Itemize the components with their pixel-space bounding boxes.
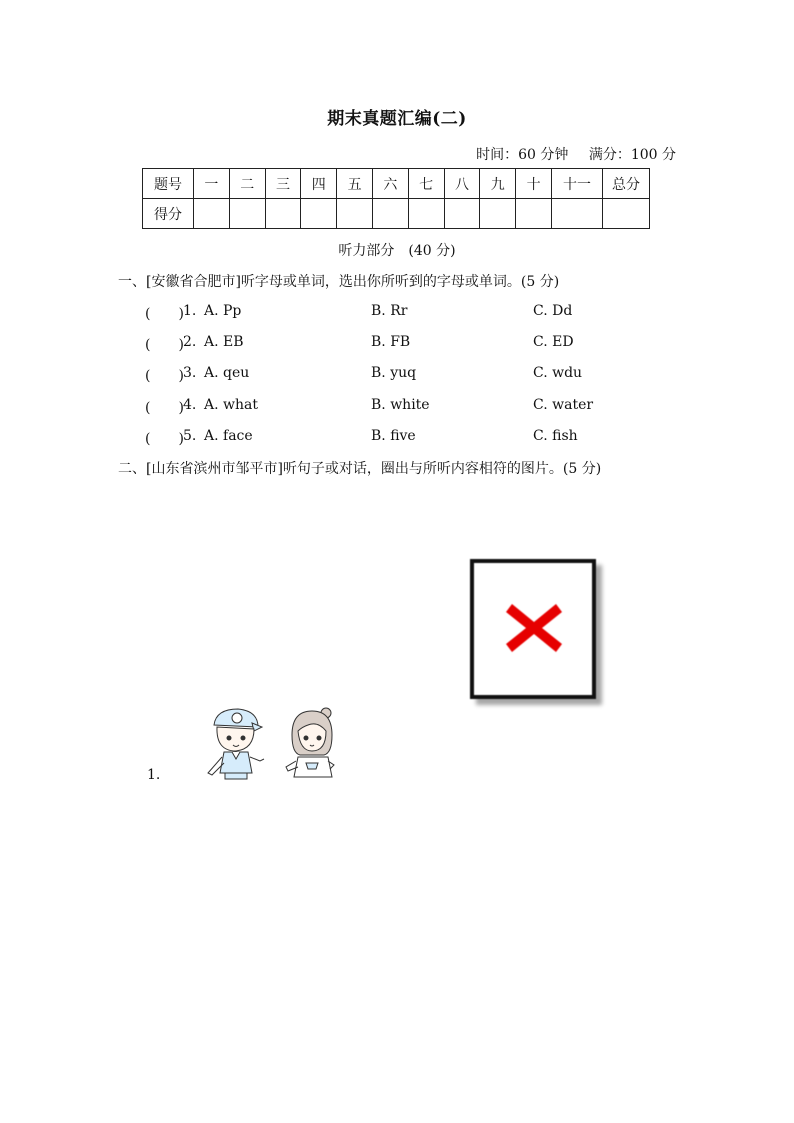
question-item	[145, 397, 705, 417]
time-limit: 时间：60 分钟	[476, 147, 569, 163]
score-blank	[603, 199, 650, 229]
red-x-icon	[504, 598, 564, 658]
option-c: C. water	[533, 397, 594, 413]
score-blank	[229, 199, 265, 229]
answer-blank: ( )	[145, 337, 184, 353]
score-cell: 八	[444, 169, 480, 199]
answer-blank: ( )	[145, 431, 184, 447]
answer-blank: ( )	[145, 400, 184, 416]
score-blank	[480, 199, 516, 229]
score-blank	[301, 199, 337, 229]
exam-meta	[476, 144, 676, 164]
score-table	[142, 168, 650, 229]
option-b: B. yuq	[371, 365, 417, 381]
question-item	[145, 365, 705, 385]
question-item	[145, 334, 705, 354]
answer-blank: ( )	[145, 306, 184, 322]
option-b: B. five	[371, 428, 416, 444]
option-a: A. qeu	[204, 365, 250, 381]
option-c: C. wdu	[533, 365, 583, 381]
item-number: 2.	[183, 334, 197, 350]
option-b: B. FB	[371, 334, 411, 350]
option-a: A. face	[204, 428, 253, 444]
option-c: C. ED	[533, 334, 574, 350]
option-c: C. Dd	[533, 303, 573, 319]
item-number: 1.	[183, 303, 197, 319]
score-cell: 总分	[603, 169, 650, 199]
score-blank	[194, 199, 230, 229]
score-blank	[372, 199, 408, 229]
option-a: A. Pp	[204, 303, 242, 319]
score-table-header-row	[143, 169, 650, 199]
score-blank	[552, 199, 603, 229]
score-cell: 十	[516, 169, 552, 199]
score-cell: 七	[408, 169, 444, 199]
option-a: A. what	[204, 397, 258, 413]
boy-and-girl-illustration	[200, 705, 340, 781]
broken-image-placeholder	[470, 559, 596, 699]
score-cell: 三	[265, 169, 301, 199]
option-b: B. Rr	[371, 303, 408, 319]
picture-item-number: 1.	[147, 767, 161, 783]
item-number: 3.	[183, 365, 197, 381]
question-1-title: 一、[安徽省合肥市]听字母或单词，选出你所听到的字母或单词。(5 分)	[118, 274, 560, 290]
score-cell: 一	[194, 169, 230, 199]
score-cell: 十一	[552, 169, 603, 199]
answer-blank: ( )	[145, 368, 184, 384]
option-b: B. white	[371, 397, 430, 413]
item-number: 4.	[183, 397, 197, 413]
item-number: 5.	[183, 428, 197, 444]
score-blank	[444, 199, 480, 229]
option-a: A. EB	[204, 334, 244, 350]
question-item	[145, 428, 705, 448]
score-blank	[408, 199, 444, 229]
score-table-score-row	[143, 199, 650, 229]
score-cell: 六	[372, 169, 408, 199]
score-cell: 四	[301, 169, 337, 199]
score-cell: 题号	[143, 169, 194, 199]
score-blank	[516, 199, 552, 229]
option-c: C. fish	[533, 428, 578, 444]
score-cell: 二	[229, 169, 265, 199]
score-cell: 五	[337, 169, 373, 199]
question-2-title: 二、[山东省滨州市邹平市]听句子或对话，圈出与所听内容相符的图片。(5 分)	[118, 461, 602, 477]
listening-section-header: 听力部分 (40 分)	[338, 243, 456, 259]
full-score: 满分：100 分	[588, 147, 676, 163]
score-row-label: 得分	[143, 199, 194, 229]
question-item	[145, 303, 705, 323]
score-blank	[337, 199, 373, 229]
score-blank	[265, 199, 301, 229]
score-cell: 九	[480, 169, 516, 199]
exam-title: 期末真题汇编(二)	[327, 109, 467, 129]
